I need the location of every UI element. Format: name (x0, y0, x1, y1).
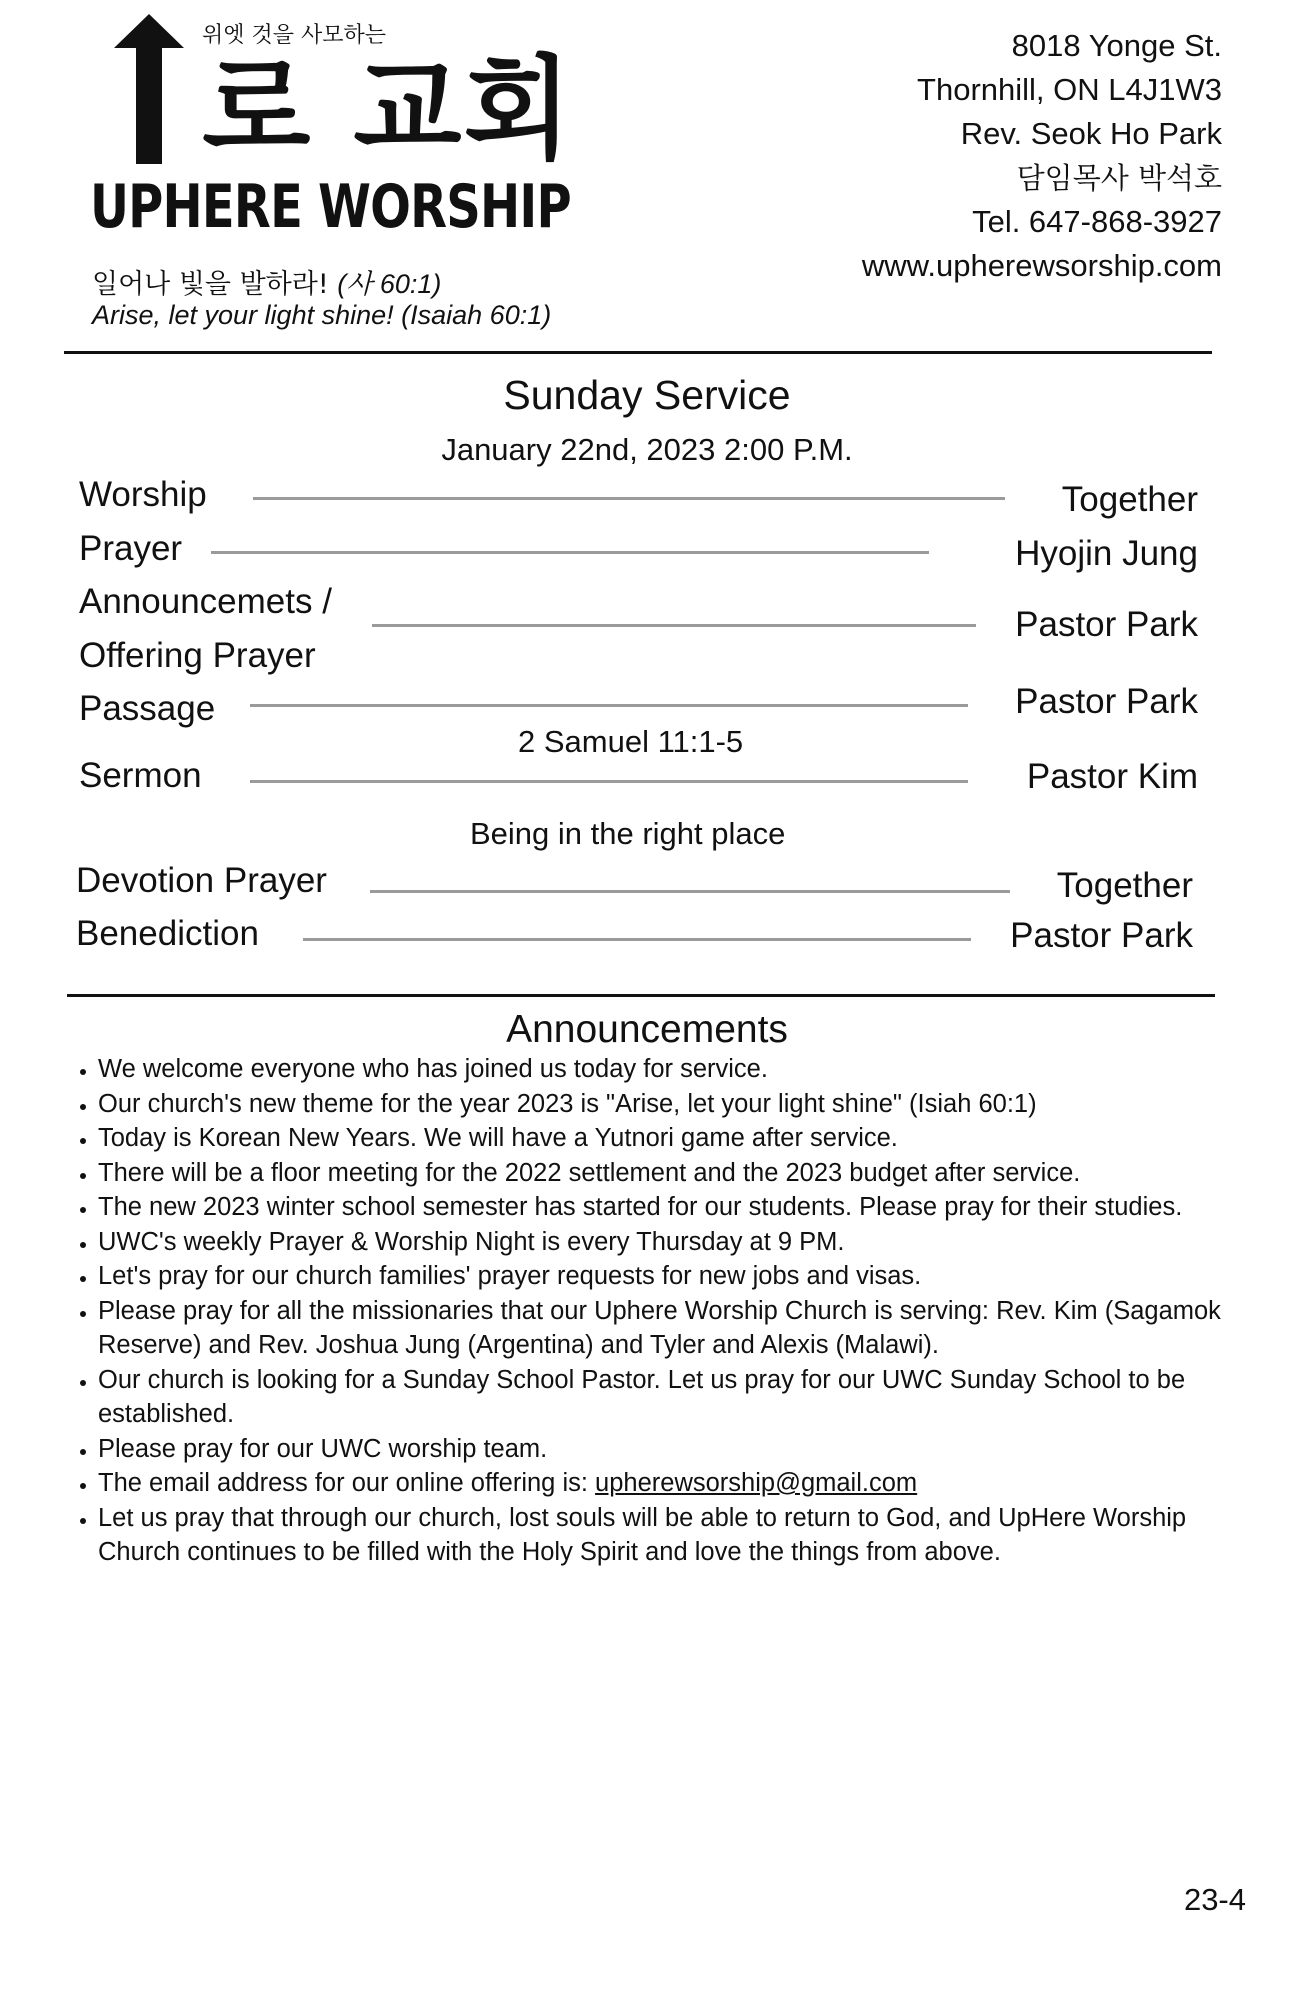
list-item: • Our church's new theme for the year 2023 is "Arise, let your light shine" (Isiah 60:1) (98, 1087, 1268, 1122)
motto-korean-text: 일어나 빛을 발하라! (92, 269, 329, 300)
address-website[interactable]: www.upherewsorship.com (861, 248, 1222, 283)
list-item: • There will be a floor meeting for the 2022 settlement and the 2023 budget after service. (98, 1156, 1268, 1191)
list-item: • Let's pray for our church families' prayer requests for new jobs and visas. (98, 1259, 1268, 1294)
church-address (862, 24, 1222, 288)
address-city: Thornhill, ON L4J1W3 (917, 72, 1222, 107)
list-item: • We welcome everyone who has joined us today for service. (98, 1052, 1268, 1087)
order-leader-line (253, 497, 1005, 500)
logo-english-name: UPHERE WORSHIP (90, 172, 571, 242)
order-leader-line (303, 938, 971, 941)
order-label-prayer: Prayer (79, 529, 183, 568)
list-item: • The new 2023 winter school semester has started for our students. Please pray for their studies. (98, 1190, 1268, 1225)
list-item: • Today is Korean New Years. We will have a Yutnori game after service. (98, 1121, 1268, 1156)
order-person-devotion: Together (1056, 866, 1193, 905)
service-date: January 22nd, 2023 2:00 P.M. (441, 432, 853, 467)
order-label-announcements: Announcemets / (79, 582, 332, 621)
order-person-benediction: Pastor Park (1010, 916, 1193, 955)
order-leader-line (250, 780, 968, 783)
list-item: • Please pray for our UWC worship team. (98, 1432, 1268, 1467)
announcements-title: Announcements (506, 1008, 788, 1051)
motto-korean-ref: (사 60:1) (337, 269, 442, 299)
logo-korean-rest: 로 교회 (202, 45, 574, 175)
order-leader-line (372, 624, 976, 627)
order-label-benediction: Benediction (76, 914, 259, 953)
passage-reference: 2 Samuel 11:1-5 (518, 724, 744, 759)
address-phone: Tel. 647-868-3927 (972, 204, 1222, 239)
logo-tagline: 위엣 것을 사모하는 (202, 23, 387, 48)
list-item: • Let us pray that through our church, lost souls will be able to return to God, and UpHere Worship Church continues to be filled with the Holy Spirit and love the things from above. (98, 1501, 1268, 1570)
motto-korean (92, 262, 441, 301)
email-prefix: The email address for our online offering is: (98, 1469, 596, 1497)
announcements-list (66, 1052, 1268, 1570)
address-pastor-ko: 담임목사 박석호 (1016, 161, 1222, 195)
list-item: • Please pray for all the missionaries that our Uphere Worship Church is serving: Rev. Kim (Sagamok Reserve) and Rev. Joshua Jung (Argentina) and Tyler and Alexis (Malawi). (98, 1294, 1268, 1363)
sermon-title: Being in the right place (470, 816, 786, 851)
order-leader-line (370, 890, 1010, 893)
address-street: 8018 Yonge St. (1011, 28, 1222, 63)
page-number: 23-4 (1183, 1882, 1246, 1917)
list-item: • UWC's weekly Prayer & Worship Night is every Thursday at 9 PM. (98, 1225, 1268, 1260)
address-pastor-en: Rev. Seok Ho Park (960, 116, 1222, 151)
logo-korean-name (92, 45, 574, 175)
order-label-worship: Worship (79, 475, 207, 514)
service-title: Sunday Service (503, 372, 791, 418)
order-label-devotion: Devotion Prayer (76, 861, 327, 900)
header-divider (64, 351, 1212, 354)
motto-english: Arise, let your light shine! (Isaiah 60:1) (92, 300, 552, 330)
list-item (98, 1466, 1268, 1501)
order-person-passage: Pastor Park (1015, 682, 1198, 721)
list-item: • Our church is looking for a Sunday School Pastor. Let us pray for our UWC Sunday School to be established. (98, 1363, 1268, 1432)
order-person-sermon: Pastor Kim (1026, 757, 1198, 796)
offering-email-link[interactable]: upherewsorship@gmail.com (595, 1469, 918, 1497)
order-label-offering: Offering Prayer (79, 636, 316, 675)
order-label-sermon: Sermon (79, 756, 202, 795)
service-divider (67, 994, 1215, 997)
order-leader-line (250, 704, 968, 707)
order-person-announcements: Pastor Park (1015, 605, 1198, 644)
order-person-prayer: Hyojin Jung (1015, 534, 1198, 573)
order-leader-line (211, 551, 929, 554)
order-label-passage: Passage (79, 689, 216, 728)
order-person-worship: Together (1061, 480, 1198, 519)
